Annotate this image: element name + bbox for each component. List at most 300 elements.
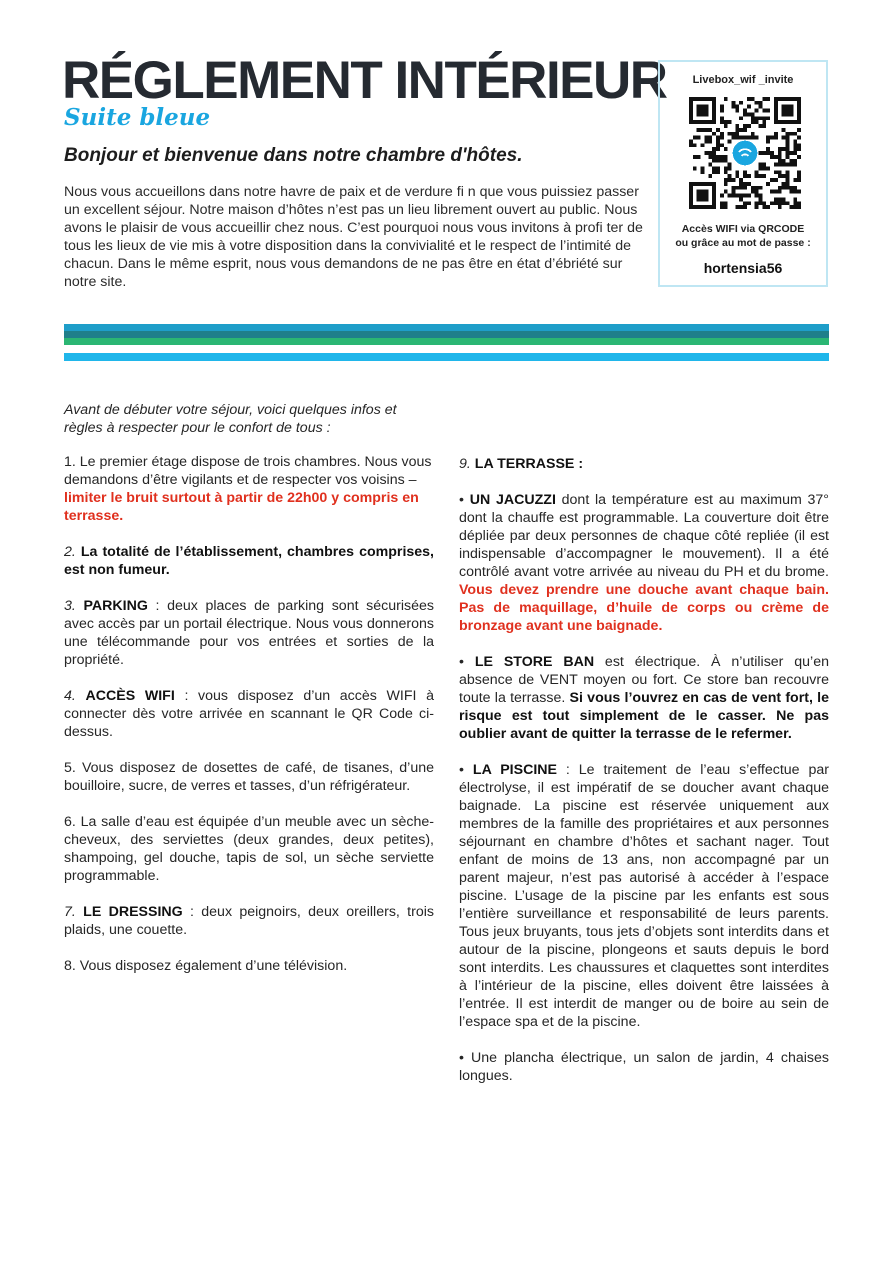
rule-8: 8. Vous disposez également d’une télévision. (64, 958, 348, 974)
qr-module (704, 136, 708, 140)
qr-module (751, 132, 755, 136)
qr-module (728, 174, 732, 178)
qr-module (766, 136, 770, 140)
qr-module (782, 128, 786, 132)
qr-module (766, 139, 770, 143)
qr-module (789, 190, 793, 194)
qr-module (739, 178, 743, 182)
qr-module (770, 178, 774, 182)
store-text: est électrique. À n’utiliser qu’en absence de VENT moyen ou fort. Ce store ban recouvre toute la terrasse. (459, 654, 829, 706)
qr-module (782, 186, 786, 190)
qr-module (762, 201, 766, 205)
qr-module (716, 139, 720, 143)
rule-1-warning: limiter le bruit surtout à partir de 22h00 y compris en terrasse. (64, 490, 419, 524)
qr-module (724, 201, 728, 205)
qr-module (797, 201, 801, 205)
qr-module (716, 147, 720, 151)
qr-module (704, 151, 708, 155)
store-bullet: • (459, 654, 475, 670)
plancha-rule: • Une plancha électrique, un salon de jardin, 4 chaises longues. (459, 1050, 829, 1084)
rule-4-number: 4. (64, 688, 76, 704)
stripe-4 (64, 353, 829, 361)
qr-module (762, 124, 766, 128)
qr-module (755, 201, 759, 205)
rule-1-text: 1. Le premier étage dispose de trois chambres. Nous vous demandons d’être vigilants et de respecter vos voisins – (64, 454, 432, 488)
jacuzzi-heading: UN JACUZZI (469, 492, 556, 508)
qr-module (739, 194, 743, 198)
qr-module (774, 170, 778, 174)
page-subtitle: Suite bleue (64, 104, 211, 131)
rule-7-number: 7. (64, 904, 76, 920)
qr-module (782, 159, 786, 163)
qr-module (786, 132, 790, 136)
qr-module (735, 174, 739, 178)
qr-module (759, 163, 763, 167)
qr-module (716, 136, 720, 140)
qr-module (743, 128, 747, 132)
qr-module (755, 101, 759, 105)
qr-module (731, 101, 735, 105)
qr-module (759, 197, 763, 201)
qr-module (762, 109, 766, 113)
qr-module (728, 139, 732, 143)
qr-module (782, 174, 786, 178)
rule-4-text: : vous disposez d’un accès WIFI à connecter dès votre arrivée en scannant le QR Code ci-dessus. (64, 688, 435, 740)
qr-module (770, 201, 774, 205)
qr-module (793, 159, 797, 163)
qr-module (708, 139, 712, 143)
qr-module (751, 186, 755, 190)
qr-module (716, 159, 720, 163)
qr-module (708, 155, 712, 159)
qr-module (793, 163, 797, 167)
qr-module (793, 190, 797, 194)
qr-module (778, 155, 782, 159)
wifi-qr-code[interactable] (687, 97, 803, 209)
qr-module (739, 128, 743, 132)
qr-module (735, 109, 739, 113)
jacuzzi-bullet: • (459, 492, 470, 508)
qr-module (786, 182, 790, 186)
qr-module (755, 136, 759, 140)
qr-module (697, 128, 701, 132)
qr-module (759, 124, 763, 128)
qr-module (774, 197, 778, 201)
wifi-caption-line-1: Accès WIFI via QRCODE (681, 223, 805, 235)
qr-module (759, 194, 763, 198)
qr-module (778, 159, 782, 163)
qr-module (720, 194, 724, 198)
qr-module (708, 128, 712, 132)
jacuzzi-warning: Vous devez prendre une douche avant chaque bain. Pas de maquillage, d’huile de corps ou crème de bronzage avant une baignade. (459, 582, 829, 634)
qr-module (708, 151, 712, 155)
qr-module (704, 128, 708, 132)
qr-module (743, 194, 747, 198)
qr-module (724, 190, 728, 194)
qr-module (689, 139, 693, 143)
stripe-1 (64, 324, 829, 331)
qr-module (739, 136, 743, 140)
qr-module (782, 163, 786, 167)
qr-module (720, 120, 724, 124)
qr-module (708, 163, 712, 167)
qr-finder-core (782, 105, 794, 117)
stripe-2 (64, 331, 829, 338)
qr-module (712, 159, 716, 163)
qr-module (766, 97, 770, 101)
qr-module (755, 190, 759, 194)
qr-module (762, 167, 766, 171)
qr-module (778, 163, 782, 167)
qr-module (793, 186, 797, 190)
qr-module (774, 190, 778, 194)
rule-6: 6. La salle d’eau est équipée d’un meuble avec un sèche-cheveux, des serviettes (deux grandes, deux petites), shampoing, gel douche, tapis de sol, un sèche serviette programmable. (64, 814, 434, 884)
qr-module (739, 186, 743, 190)
qr-module (693, 155, 697, 159)
qr-module (751, 116, 755, 120)
qr-module (720, 109, 724, 113)
qr-module (731, 194, 735, 198)
qr-module (735, 186, 739, 190)
qr-module (774, 136, 778, 140)
qr-module (747, 112, 751, 116)
qr-module (739, 205, 743, 209)
rule-5: 5. Vous disposez de dosettes de café, de tisanes, d’une bouilloire, sucre, de verres et tasses, d’un réfrigérateur. (64, 760, 434, 794)
qr-module (755, 194, 759, 198)
piscine-rule (459, 761, 829, 1031)
qr-module (704, 139, 708, 143)
qr-module (786, 136, 790, 140)
qr-module (735, 136, 739, 140)
qr-module (720, 143, 724, 147)
qr-module (743, 205, 747, 209)
qr-module (782, 197, 786, 201)
qr-module (789, 151, 793, 155)
qr-module (770, 136, 774, 140)
qr-module (782, 147, 786, 151)
qr-module (724, 182, 728, 186)
qr-module (755, 116, 759, 120)
qr-module (739, 197, 743, 201)
qr-module (720, 155, 724, 159)
qr-module (766, 205, 770, 209)
qr-module (766, 151, 770, 155)
piscine-text: : Le traitement de l’eau s’effectue par électrolyse, il est impératif de se doucher avant chaque baignade. La piscine est réservée uniquement aux membres de la famille des propriétaires et aux personnes séjournant en chambre d’hôtes et sachant nager. Tout enfant de moins de 13 ans, non accompagné par un parent majeur, n’est pas autorisé à accéder à l’espace piscine. L’usage de la piscine par les enfants est sous l’entière surveillance et responsabilité de leurs parents. Tous jeux bruyants, tous jets d’objets sont interdits dans et autour de la piscine, plongeons et sauts depuis le bord sont interdits. Les chaussures et claquettes sont interdites à l’intérieur de la piscine, elles doivent être laissées à l’entrée. Il est interdit de manger ou de boire au sein de l’espace spa et de la piscine. (459, 762, 829, 1030)
qr-module (712, 151, 716, 155)
qr-module (724, 97, 728, 101)
qr-module (716, 170, 720, 174)
qr-module (735, 124, 739, 128)
qr-module (712, 147, 716, 151)
qr-module (774, 201, 778, 205)
rule-1 (64, 453, 434, 525)
store-rule (459, 653, 829, 743)
qr-module (759, 101, 763, 105)
qr-module (693, 136, 697, 140)
qr-module (778, 174, 782, 178)
qr-module (778, 151, 782, 155)
qr-module (778, 205, 782, 209)
qr-module (708, 174, 712, 178)
qr-module (743, 112, 747, 116)
qr-module (735, 205, 739, 209)
rule-3-number: 3. (64, 598, 76, 614)
piscine-heading: LA PISCINE (472, 762, 557, 778)
wifi-ssid: Livebox_wif _invite (692, 74, 794, 86)
page-title: RÉGLEMENT INTÉRIEUR (62, 51, 667, 110)
qr-module (774, 132, 778, 136)
qr-module (755, 109, 759, 113)
qr-module (789, 205, 793, 209)
qr-module (716, 143, 720, 147)
rule-9-heading: LA TERRASSE : (474, 456, 584, 472)
qr-module (716, 155, 720, 159)
qr-module (797, 155, 801, 159)
qr-module (782, 182, 786, 186)
qr-module (762, 163, 766, 167)
rule-4-heading: ACCÈS WIFI (85, 688, 175, 704)
qr-module (797, 136, 801, 140)
qr-module (797, 205, 801, 209)
qr-module (731, 136, 735, 140)
qr-module (720, 105, 724, 109)
qr-module (735, 128, 739, 132)
qr-module (789, 132, 793, 136)
qr-module (743, 201, 747, 205)
wifi-password: hortensia56 (703, 260, 783, 276)
qr-module (731, 190, 735, 194)
rule-9-number: 9. (459, 456, 471, 472)
store-heading: LE STORE BAN (474, 654, 595, 670)
qr-module (759, 186, 763, 190)
qr-module (751, 136, 755, 140)
qr-module (759, 167, 763, 171)
qr-module (716, 167, 720, 171)
qr-module (774, 163, 778, 167)
qr-module (797, 178, 801, 182)
qr-module (778, 190, 782, 194)
wifi-caption (664, 222, 822, 250)
qr-module (778, 197, 782, 201)
qr-module (712, 167, 716, 171)
qr-module (762, 205, 766, 209)
qr-module (770, 190, 774, 194)
qr-module (720, 159, 724, 163)
qr-module (786, 155, 790, 159)
qr-module (701, 143, 705, 147)
qr-module (731, 186, 735, 190)
qr-module (724, 147, 728, 151)
qr-module (789, 186, 793, 190)
wifi-caption-line-2: ou grâce au mot de passe : (675, 237, 811, 249)
qr-module (739, 182, 743, 186)
stripe-3 (64, 338, 829, 345)
qr-module (716, 128, 720, 132)
qr-module (724, 170, 728, 174)
decorative-stripes (64, 324, 829, 362)
qr-module (786, 151, 790, 155)
qr-module (701, 128, 705, 132)
qr-module (797, 170, 801, 174)
qr-module (766, 167, 770, 171)
wifi-icon (733, 141, 758, 166)
qr-module (731, 132, 735, 136)
qr-module (755, 120, 759, 124)
intro-paragraph: Nous vous accueillons dans notre havre de paix et de verdure fi n que vous puissiez passer un excellent séjour. Notre maison d’hôtes n’est pas un lieu librement ouvert au public. Nous avons le plaisir de vous accueillir chez nous. C’est pourquoi nous vous invitons à profi ter de tous les lieux de vie mis à votre disposition dans la convivialité et le respect de l’intimité de chacun. Dans le même esprit, nous vous demandons de ne pas être en état d’ébriété sur notre site. (64, 184, 643, 290)
qr-module (728, 132, 732, 136)
qr-module (770, 151, 774, 155)
qr-module (759, 151, 763, 155)
qr-module (724, 167, 728, 171)
rule-7-text: : deux peignoirs, deux oreillers, trois plaids, une couette. (64, 904, 434, 938)
rule-7 (64, 903, 434, 939)
qr-module (778, 147, 782, 151)
qr-module (793, 197, 797, 201)
qr-module (751, 97, 755, 101)
qr-module (724, 155, 728, 159)
qr-module (747, 194, 751, 198)
qr-module (797, 190, 801, 194)
qr-module (728, 163, 732, 167)
qr-module (728, 178, 732, 182)
qr-module (751, 120, 755, 124)
qr-module (720, 116, 724, 120)
qr-module (797, 174, 801, 178)
qr-module (774, 178, 778, 182)
qr-module (743, 109, 747, 113)
qr-module (708, 136, 712, 140)
qr-module (701, 170, 705, 174)
qr-module (766, 147, 770, 151)
qr-module (793, 143, 797, 147)
qr-module (762, 97, 766, 101)
jacuzzi-rule (459, 491, 829, 635)
qr-module (724, 124, 728, 128)
qr-module (774, 155, 778, 159)
qr-module (778, 201, 782, 205)
qr-module (786, 143, 790, 147)
qr-module (735, 194, 739, 198)
qr-module (747, 174, 751, 178)
qr-module (762, 151, 766, 155)
qr-module (720, 201, 724, 205)
qr-module (793, 139, 797, 143)
qr-module (762, 116, 766, 120)
qr-module (762, 120, 766, 124)
rule-9 (459, 455, 829, 473)
store-warning: Si vous l’ouvrez en cas de vent fort, le risque est tout simplement de le casser. Ne pas oublier avant de quitter la terrasse de le refermer. (459, 690, 829, 742)
qr-finder-core (697, 190, 709, 202)
qr-module (786, 174, 790, 178)
qr-module (782, 201, 786, 205)
qr-module (735, 132, 739, 136)
qr-module (786, 163, 790, 167)
qr-module (735, 105, 739, 109)
rules-intro: Avant de débuter votre séjour, voici quelques infos et règles à respecter pour le confort de tous : (64, 402, 397, 436)
qr-module (797, 128, 801, 132)
qr-module (751, 112, 755, 116)
qr-module (720, 205, 724, 209)
qr-module (747, 201, 751, 205)
qr-module (778, 170, 782, 174)
qr-module (793, 178, 797, 182)
jacuzzi-text: dont la température est au maximum 37° dont la chauffe est programmable. La couverture doit être dépliée par deux personnes de chaque côté repliée (il est indispensable d’accompagner le mouvement). Il a été contrôlé avant votre arrivée au niveau du PH et du brome. (459, 492, 829, 580)
qr-module (778, 186, 782, 190)
qr-module (724, 178, 728, 182)
rule-3-heading: PARKING (83, 598, 148, 614)
qr-module (743, 170, 747, 174)
qr-module (712, 170, 716, 174)
qr-module (755, 186, 759, 190)
qr-module (766, 182, 770, 186)
qr-module (786, 201, 790, 205)
qr-module (793, 201, 797, 205)
qr-module (797, 143, 801, 147)
qr-module (755, 174, 759, 178)
qr-module (701, 167, 705, 171)
qr-module (712, 155, 716, 159)
qr-module (689, 143, 693, 147)
qr-module (766, 116, 770, 120)
qr-module (789, 159, 793, 163)
qr-module (797, 147, 801, 151)
qr-module (755, 170, 759, 174)
qr-module (755, 205, 759, 209)
qr-module (731, 178, 735, 182)
qr-module (724, 120, 728, 124)
qr-module (728, 167, 732, 171)
rule-4 (64, 687, 434, 741)
rules-left-column (64, 401, 434, 993)
qr-module (789, 163, 793, 167)
qr-module (724, 159, 728, 163)
qr-module (720, 132, 724, 136)
qr-module (693, 167, 697, 171)
rules-right-column (459, 455, 829, 1103)
qr-module (759, 116, 763, 120)
rule-7-heading: LE DRESSING (83, 904, 183, 920)
qr-module (793, 147, 797, 151)
qr-module (720, 136, 724, 140)
rule-2 (64, 543, 434, 579)
qr-module (786, 186, 790, 190)
qr-module (747, 97, 751, 101)
qr-module (793, 205, 797, 209)
qr-module (762, 174, 766, 178)
qr-module (759, 201, 763, 205)
qr-module (731, 105, 735, 109)
rule-3-text: : deux places de parking sont sécurisées avec accès par un portail électrique. Nous vous donnerons une télécommande pour vos entrées et sorties de la propriété. (64, 598, 434, 668)
qr-module (697, 136, 701, 140)
qr-module (735, 170, 739, 174)
qr-module (759, 105, 763, 109)
qr-module (747, 124, 751, 128)
qr-module (770, 155, 774, 159)
qr-module (743, 182, 747, 186)
qr-module (782, 136, 786, 140)
qr-module (786, 170, 790, 174)
qr-module (728, 120, 732, 124)
qr-module (786, 178, 790, 182)
qr-module (728, 194, 732, 198)
qr-module (724, 205, 728, 209)
greeting-heading: Bonjour et bienvenue dans notre chambre d'hôtes. (64, 145, 523, 166)
qr-module (739, 101, 743, 105)
qr-module (743, 174, 747, 178)
qr-module (747, 182, 751, 186)
qr-module (697, 155, 701, 159)
rule-2-text: La totalité de l’établissement, chambres comprises, est non fumeur. (64, 544, 434, 578)
